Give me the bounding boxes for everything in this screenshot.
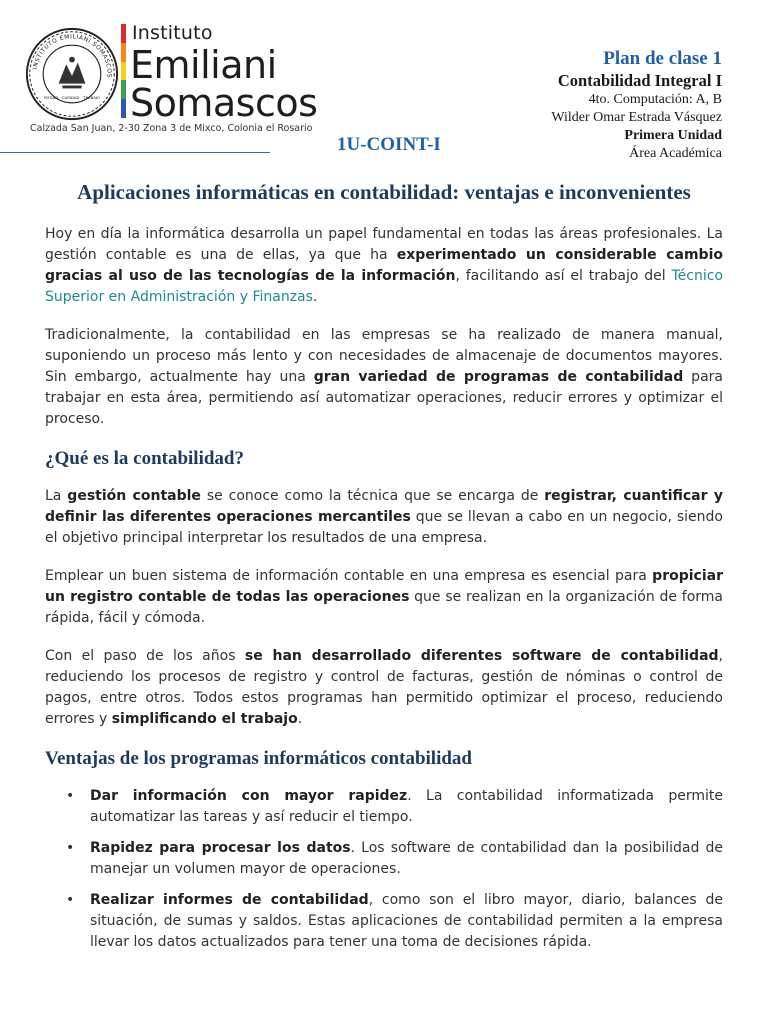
list-item: • Rapidez para procesar los datos. Los software de contabilidad dan la posibilidad de manejar un volumen mayor de operaciones.: [66, 840, 723, 877]
area-name: Área Académica: [629, 146, 722, 161]
teacher-name: Wilder Omar Estrada Vásquez: [551, 110, 722, 125]
course-code: 1U-COINT-I: [337, 134, 441, 155]
subject-name: Contabilidad Integral I: [557, 71, 722, 90]
paragraph-sistema: Emplear un buen sistema de información contable en una empresa es esencial para propiciar un registro contable de todas las operaciones que se realizan en la organización de forma rápida, fácil y cómoda.: [45, 568, 723, 626]
page-title: Aplicaciones informáticas en contabilidad: ventajas e inconvenientes: [77, 180, 691, 204]
document-body: [45, 224, 723, 963]
stripe-segment: [121, 43, 126, 62]
stripe-segment: [121, 24, 126, 43]
grade-sections: 4to. Computación: A, B: [588, 92, 722, 107]
paragraph-intro: Hoy en día la informática desarrolla un papel fundamental en todas las áreas profesionales. La gestión contable es una de ellas, ya que ha experimentado un considerable cambio gracias al uso de las tecnologías de la información, facilitando así el trabajo del Técnico Superior en Administración y Finanzas.: [45, 226, 724, 305]
brand-name-line2: Somascos: [130, 81, 318, 125]
plan-title: Plan de clase 1: [603, 48, 722, 69]
paragraph-traditional: Tradicionalmente, la contabilidad en las empresas se ha realizado de manera manual, suponiendo un proceso más lento y con necesidades de almacenaje de documentos mayores. Sin embargo, actualmente hay una gran variedad de programas de contabilidad para trabajar en esta área, permitiendo así automatizar operaciones, reducir errores y optimizar el proceso.: [45, 327, 723, 427]
header-divider: [0, 152, 270, 153]
institute-address: Calzada San Juan, 2-30 Zona 3 de Mixco, Colonia el Rosario: [30, 123, 313, 134]
bullet-icon: •: [66, 840, 75, 856]
lesson-plan-info: [551, 48, 722, 163]
ventajas-list: [45, 786, 723, 953]
stripe-segment: [121, 99, 126, 118]
paragraph-gestion: La gestión contable se conoce como la técnica que se encarga de registrar, cuantificar y definir las diferentes operaciones mercantiles que se llevan a cabo en un negocio, siendo el objetivo principal interpretar los resultados de una empresa.: [45, 488, 724, 546]
bullet-icon: •: [66, 892, 75, 908]
brand-name-line1: Emiliani: [130, 43, 277, 87]
brand-color-stripe: [121, 24, 126, 118]
heading-que-es: ¿Qué es la contabilidad?: [45, 448, 244, 469]
list-item: • Realizar informes de contabilidad, como son el libro mayor, diario, balances de situación, de sumas y saldos. Estas aplicaciones de contabilidad permiten a la empresa llevar los datos actualizados para tener una toma de decisiones rápida.: [66, 892, 723, 950]
stripe-segment: [121, 62, 126, 81]
tecnico-superior-link[interactable]: Técnico Superior en Administración y Finanzas: [45, 268, 724, 305]
heading-ventajas: Ventajas de los programas informáticos contabilidad: [45, 748, 472, 769]
list-item: • Dar información con mayor rapidez. La contabilidad informatizada permite automatizar las tareas y así reducir el tiempo.: [66, 788, 723, 825]
bullet-icon: •: [66, 788, 75, 804]
paragraph-software: Con el paso de los años se han desarrollado diferentes software de contabilidad, reduciendo los procesos de registro y control de facturas, gestión de nóminas o control de pagos, entre otros. Todos estos programas han permitido optimizar el proceso, reduciendo errores y simplificando el trabajo.: [45, 648, 723, 727]
unit-name: Primera Unidad: [624, 128, 722, 143]
institute-seal-logo: [24, 26, 120, 122]
brand-institute-label: Instituto: [132, 22, 213, 44]
stripe-segment: [121, 80, 126, 99]
seal-text: INSTITUTO EMILIANI SOMASCOS: [31, 33, 113, 79]
seal-motto: PIEDAD · CARIDAD · TRABAJO: [44, 94, 100, 100]
